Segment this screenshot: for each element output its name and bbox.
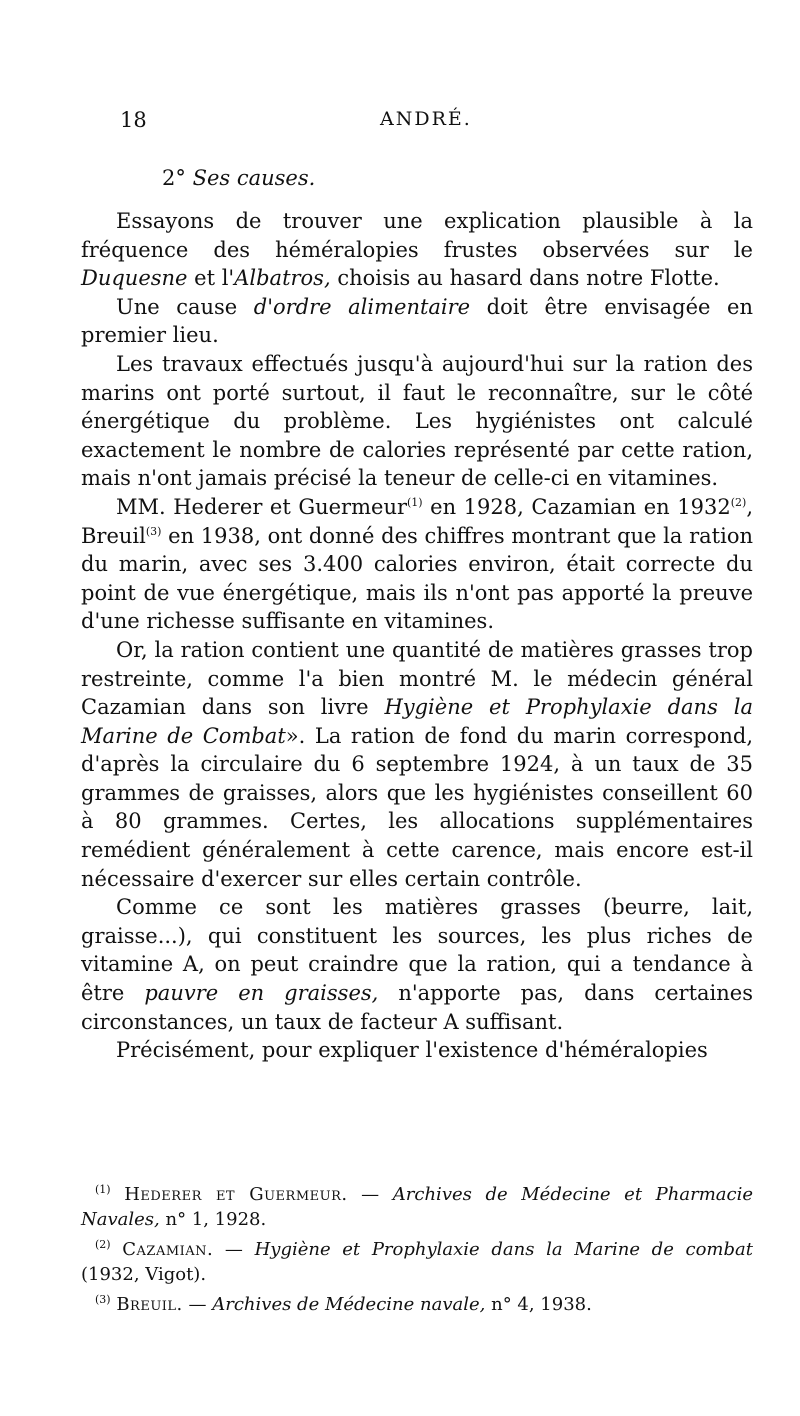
footnote-title: Hygiène et Prophylaxie dans la Marine de combat — [254, 1239, 753, 1260]
page-header — [120, 108, 740, 138]
section-subheading — [162, 166, 315, 190]
text-run: en 1938, ont donné des chiffres montrant que la ration du marin, avec ses 3.400 calories environ, était correcte du point de vue énergétique, mais ils n'ont pas apporté la preuve d'une richesse suffisante en vitamines. — [81, 523, 753, 634]
footnote-title: Archives de Médecine et Pharmacie Navales, — [81, 1184, 753, 1230]
text-run: , Breuil — [81, 494, 753, 548]
footnote-title: Archives de Médecine navale, — [212, 1294, 486, 1315]
footnote-authors: Breuil. — [116, 1294, 183, 1315]
paragraph-3 — [81, 350, 753, 493]
footnote-mark: (3) — [95, 1293, 111, 1306]
text-run: Précisément, pour expliquer l'existence d'héméralopies — [116, 1038, 708, 1063]
footnote-3 — [81, 1292, 753, 1317]
paragraph-1 — [81, 207, 753, 293]
footnote-ref-1[interactable]: (1) — [407, 495, 423, 509]
text-run: MM. Hederer et Guermeur — [116, 494, 408, 519]
text-run: ». La ration de fond du marin correspond, d'après la circulaire du 6 septembre 1924, à un taux de 35 grammes de graisses, alors que les hygiénistes conseillent 60 à 80 grammes. Certes, les allocations supplémentaires remédient généralement à cette carence, mais encore est-il nécessaire d'exercer sur elles certain contrôle. — [81, 723, 753, 891]
italic-phrase: pauvre en graisses, — [144, 981, 379, 1006]
footnote-mark: (1) — [95, 1183, 111, 1196]
subheading-number: 2° — [162, 166, 186, 190]
footnote-rest: n° 1, 1928. — [159, 1209, 267, 1230]
page-number: 18 — [120, 108, 147, 132]
book-title: Hygiène et Prophylaxie dans la Marine de Combat — [81, 695, 753, 748]
footnote-ref-2[interactable]: (2) — [730, 495, 747, 509]
paragraph-6 — [81, 893, 753, 1036]
running-head: ANDRÉ. — [380, 108, 472, 130]
footnote-rest: (1932, Vigot). — [81, 1264, 207, 1285]
text-run: Comme ce sont les matières grasses (beurre, lait, graisse...), qui constituent les sources, les plus riches de vitamine A, on peut craindre que la ration, qui a tendance à être — [81, 895, 753, 1006]
paragraph-5 — [81, 636, 753, 893]
footnote-authors: Cazamian. — [122, 1239, 214, 1260]
text-run: doit être envisagée en premier lieu. — [81, 294, 753, 348]
footnote-2 — [81, 1237, 753, 1287]
text-run: Une cause — [116, 294, 254, 319]
text-run: n'apporte pas, dans certaines circonstances, un taux de facteur A suffisant. — [81, 981, 754, 1034]
footnote-1 — [81, 1182, 753, 1232]
footnote-authors: Hederer et Guermeur. — [124, 1184, 348, 1205]
paragraph-2 — [81, 293, 753, 350]
footnote-ref-3[interactable]: (3) — [145, 524, 162, 538]
subheading-text: Ses causes. — [192, 166, 316, 190]
text-run: Essayons de trouver une explication plausible à la fréquence des héméralopies frustes observées sur le — [81, 209, 753, 262]
paragraph-7 — [81, 1036, 753, 1065]
ship-name-duquesne: Duquesne — [81, 266, 188, 291]
text-run: choisis au hasard dans notre Flotte. — [330, 266, 720, 291]
footnote-rest: n° 4, 1938. — [485, 1294, 592, 1315]
ship-name-albatros: Albatros, — [234, 266, 331, 291]
footnote-dash: — — [213, 1239, 255, 1260]
footnotes — [81, 1182, 753, 1322]
text-run: et l' — [187, 266, 235, 291]
italic-phrase: d'ordre alimentaire — [253, 294, 471, 319]
text-run: en 1928, Cazamian en 1932 — [422, 494, 731, 519]
text-run: Les travaux effectués jusqu'à aujourd'hui sur la ration des marins ont porté surtout, il faut le reconnaître, sur le côté énergétique du problème. Les hygiénistes ont calculé exactement le nombre de calories représenté par cette ration, mais n'ont jamais précisé la teneur de celle-ci en vitamines. — [81, 351, 753, 491]
body-text — [81, 207, 753, 1065]
footnote-dash: — — [182, 1294, 213, 1315]
footnote-dash: — — [347, 1184, 393, 1205]
paragraph-4 — [81, 493, 753, 636]
text-run: Or, la ration contient une quantité de matières grasses trop restreinte, comme l'a bien montré M. le médecin général Cazamian dans son livre — [81, 637, 753, 720]
footnote-mark: (2) — [95, 1238, 111, 1251]
